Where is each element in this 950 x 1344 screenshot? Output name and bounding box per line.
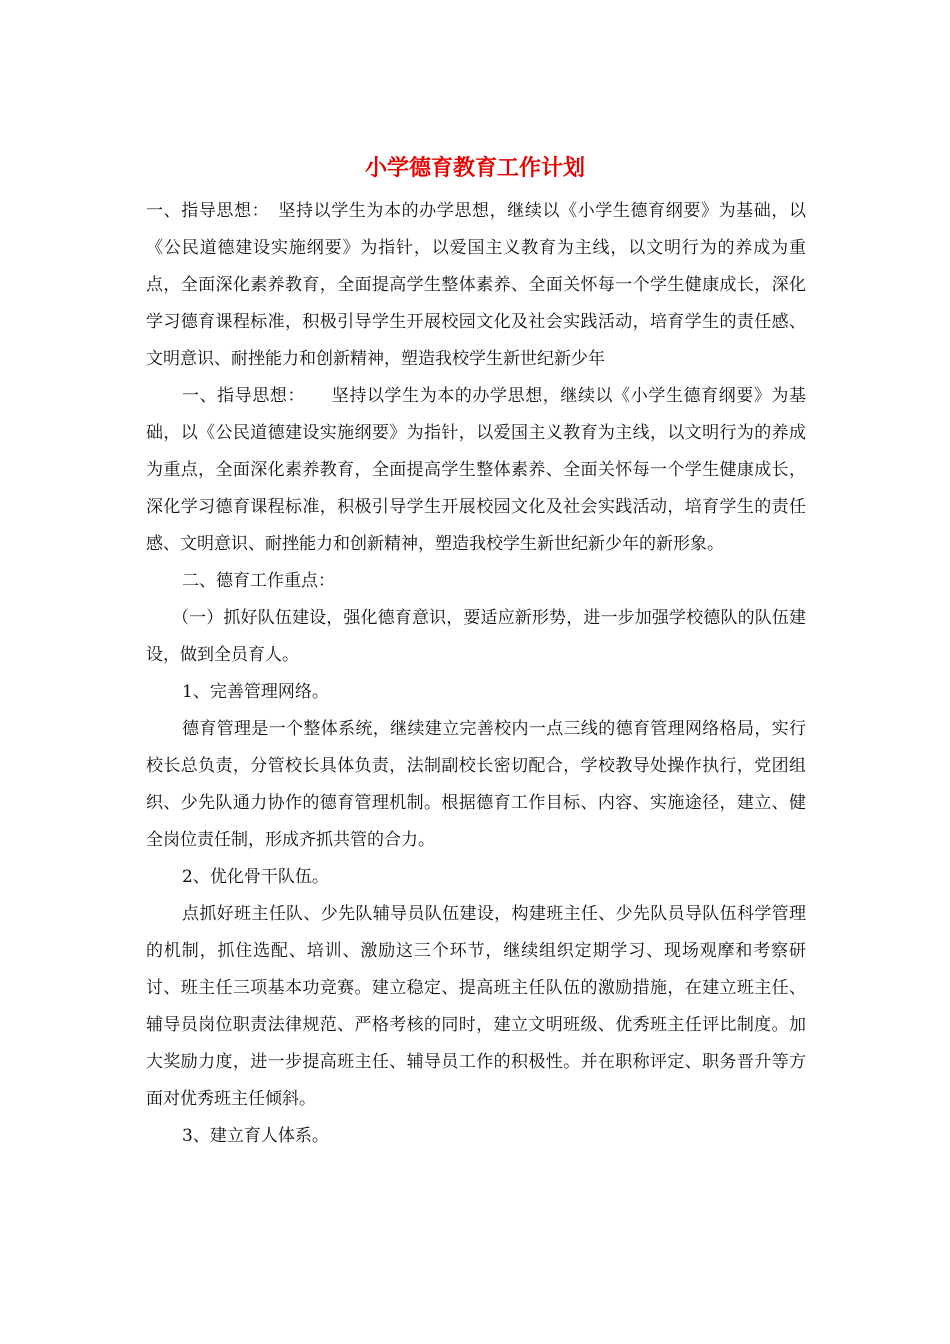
paragraph-team-building: （一）抓好队伍建设，强化德育意识，要适应新形势，进一步加强学校德队的队伍建设，做到全员育人。 <box>146 608 806 665</box>
paragraph-guiding-thought: 一、指导思想： 坚持以学生为本的办学思想，继续以《小学生德育纲要》为基础，以《公民道德建设实施纲要》为指针，以爱国主义教育为主线，以文明行为的养成为重点，全面深化素养教育，全面提高学生整体素养、全面关怀每一个学生健康成长，深化学习德育课程标准，积极引导学生开展校园文化及社会实践活动，培育学生的责任感、文明意识、耐挫能力和创新精神，塑造我校学生新世纪新少年的新形象。 <box>146 386 806 554</box>
heading-item-3: 3、建立育人体系。 <box>182 1126 329 1146</box>
heading-item-2: 2、优化骨干队伍。 <box>182 867 329 887</box>
paragraph-backbone-team: 点抓好班主任队、少先队辅导员队伍建设，构建班主任、少先队员导队伍科学管理的机制，抓住选配、培训、激励这三个环节，继续组织定期学习、现场观摩和考察研讨、班主任三项基本功竞赛。建立稳定、提高班主任队伍的激励措施，在建立班主任、辅导员岗位职责法律规范、严格考核的同时，建立文明班级、优秀班主任评比制度。加大奖励力度，进一步提高班主任、辅导员工作的积极性。并在职称评定、职务晋升等方面对优秀班主任倾斜。 <box>146 904 806 1109</box>
heading-section-2: 二、德育工作重点： <box>182 571 335 591</box>
paragraph-management-network: 德育管理是一个整体系统，继续建立完善校内一点三线的德育管理网络格局，实行校长总负责，分管校长具体负责，法制副校长密切配合，学校教导处操作执行，党团组织、少先队通力协作的德育管理机制。根据德育工作目标、内容、实施途径，建立、健全岗位责任制，形成齐抓共管的合力。 <box>146 719 806 850</box>
document-title: 小学德育教育工作计划 <box>364 155 585 181</box>
document-body <box>146 193 806 1155</box>
paragraph-intro: 一、指导思想： 坚持以学生为本的办学思想，继续以《小学生德育纲要》为基础，以《公民道德建设实施纲要》为指针，以爱国主义教育为主线，以文明行为的养成为重点，全面深化素养教育，全面提高学生整体素养、全面关怀每一个学生健康成长，深化学习德育课程标准，积极引导学生开展校园文化及社会实践活动，培育学生的责任感、文明意识、耐挫能力和创新精神，塑造我校学生新世纪新少年 <box>146 201 806 369</box>
heading-item-1: 1、完善管理网络。 <box>182 682 329 702</box>
